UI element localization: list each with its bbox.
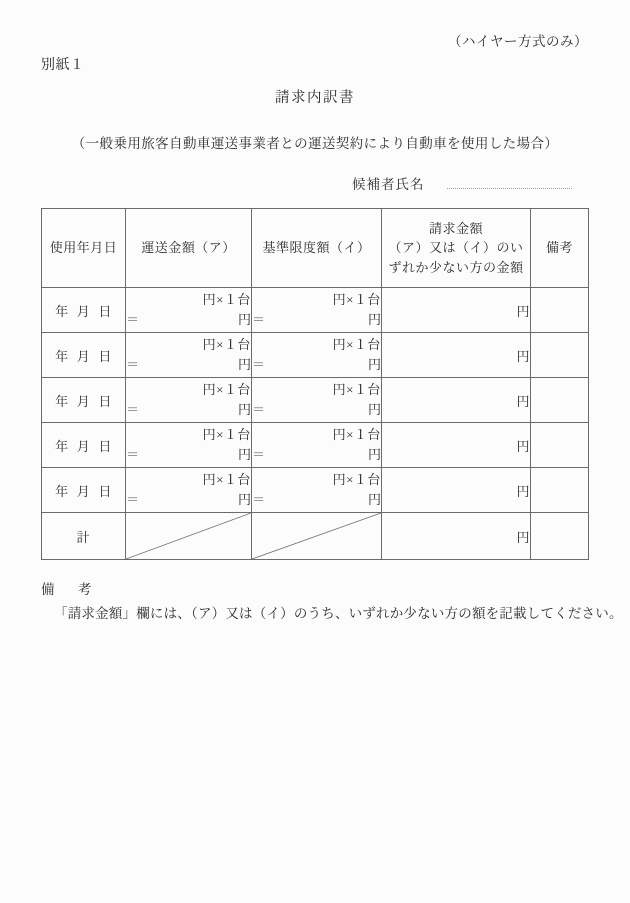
footer-heading: 備 考 [41,582,97,597]
column-header-claim [382,209,531,288]
table-header-row [42,209,589,288]
limit-unit-label: 円×１台 [332,471,381,487]
cell-date[interactable] [42,378,126,423]
page-title: 請求内訳書 [275,90,355,106]
candidate-name-field[interactable] [447,177,572,189]
cell-date[interactable] [42,333,126,378]
column-header-claim-title: 請求金額 [428,220,483,236]
column-header-limit: 基準限度額（イ） [252,209,382,288]
cell-limit[interactable] [252,378,382,423]
cell-date[interactable] [42,288,126,333]
fare-unit-label: 円×１台 [202,381,251,397]
table-body [42,288,589,560]
billing-breakdown-table [41,208,589,560]
limit-unit-label: 円×１台 [332,336,381,352]
cell-remarks[interactable] [531,333,589,378]
date-year-label: 年 [55,483,69,499]
table-total-row [42,513,589,560]
column-header-fare: 運送金額（ア） [126,209,252,288]
cell-date[interactable] [42,423,126,468]
candidate-name-label: 候補者氏名 [352,177,425,192]
date-year-label: 年 [55,348,69,364]
table-header [42,209,589,288]
cell-claim[interactable]: 円 [382,333,531,378]
cell-fare[interactable] [126,333,252,378]
fare-yen-label: 円 [237,402,251,417]
fare-equals-sign: ＝ [126,447,140,462]
cell-limit[interactable] [252,333,382,378]
limit-yen-label: 円 [367,402,381,417]
limit-yen-label: 円 [367,447,381,462]
limit-equals-sign: ＝ [252,447,266,462]
column-header-claim-detail: （ア）又は（イ）のいずれか少ない方の金額 [388,240,524,275]
fare-yen-label: 円 [237,492,251,507]
table-row [42,423,589,468]
cell-fare[interactable] [126,423,252,468]
cell-remarks[interactable] [531,288,589,333]
limit-equals-sign: ＝ [252,312,266,327]
fare-yen-label: 円 [237,312,251,327]
cell-claim[interactable]: 円 [382,378,531,423]
fare-yen-label: 円 [237,357,251,372]
cell-limit[interactable] [252,288,382,333]
total-claim-cell[interactable]: 円 [382,513,531,560]
date-day-label: 日 [98,438,112,454]
table-row [42,468,589,513]
cell-claim[interactable]: 円 [382,423,531,468]
cell-limit[interactable] [252,468,382,513]
limit-yen-label: 円 [367,492,381,507]
document-subtitle: （一般乗用旅客自動車運送事業者との運送契約により自動車を使用した場合） [71,136,559,151]
limit-equals-sign: ＝ [252,492,266,507]
date-month-label: 月 [76,303,91,319]
table-row [42,378,589,423]
total-limit-struck-cell [252,513,382,560]
limit-equals-sign: ＝ [252,357,266,372]
column-header-remarks: 備考 [531,209,589,288]
total-label-cell: 計 [42,513,126,560]
footer-notes [41,578,623,625]
fare-equals-sign: ＝ [126,312,140,327]
hire-method-note: （ハイヤー方式のみ） [448,34,588,49]
fare-unit-label: 円×１台 [202,426,251,442]
cell-remarks[interactable] [531,468,589,513]
date-year-label: 年 [55,393,69,409]
cell-fare[interactable] [126,288,252,333]
cell-fare[interactable] [126,468,252,513]
cell-remarks[interactable] [531,378,589,423]
document-reference-label: 別紙１ [41,58,85,73]
date-year-label: 年 [55,303,69,319]
limit-equals-sign: ＝ [252,402,266,417]
date-month-label: 月 [76,438,91,454]
cell-claim[interactable]: 円 [382,468,531,513]
fare-equals-sign: ＝ [126,402,140,417]
fare-yen-label: 円 [237,447,251,462]
cell-remarks[interactable] [531,423,589,468]
cell-fare[interactable] [126,378,252,423]
table-row [42,333,589,378]
cell-limit[interactable] [252,423,382,468]
fare-unit-label: 円×１台 [202,471,251,487]
footer-note-text: 「請求金額」欄には、（ア）又は（イ）のうち、いずれか少ない方の額を記載してください。 [54,605,623,621]
date-day-label: 日 [98,483,112,499]
cell-claim[interactable]: 円 [382,288,531,333]
date-day-label: 日 [98,303,112,319]
diagonal-strike-icon [252,513,381,559]
fare-equals-sign: ＝ [126,357,140,372]
fare-unit-label: 円×１台 [202,336,251,352]
date-month-label: 月 [76,483,91,499]
date-month-label: 月 [76,348,91,364]
total-remarks-cell[interactable] [531,513,589,560]
column-header-date: 使用年月日 [42,209,126,288]
limit-unit-label: 円×１台 [332,291,381,307]
date-year-label: 年 [55,438,69,454]
table-row [42,288,589,333]
limit-unit-label: 円×１台 [332,426,381,442]
total-fare-struck-cell [126,513,252,560]
date-month-label: 月 [76,393,91,409]
limit-yen-label: 円 [367,312,381,327]
limit-yen-label: 円 [367,357,381,372]
limit-unit-label: 円×１台 [332,381,381,397]
cell-date[interactable] [42,468,126,513]
fare-equals-sign: ＝ [126,492,140,507]
date-day-label: 日 [98,393,112,409]
date-day-label: 日 [98,348,112,364]
fare-unit-label: 円×１台 [202,291,251,307]
candidate-name-row [352,173,572,193]
diagonal-strike-icon [126,513,251,559]
